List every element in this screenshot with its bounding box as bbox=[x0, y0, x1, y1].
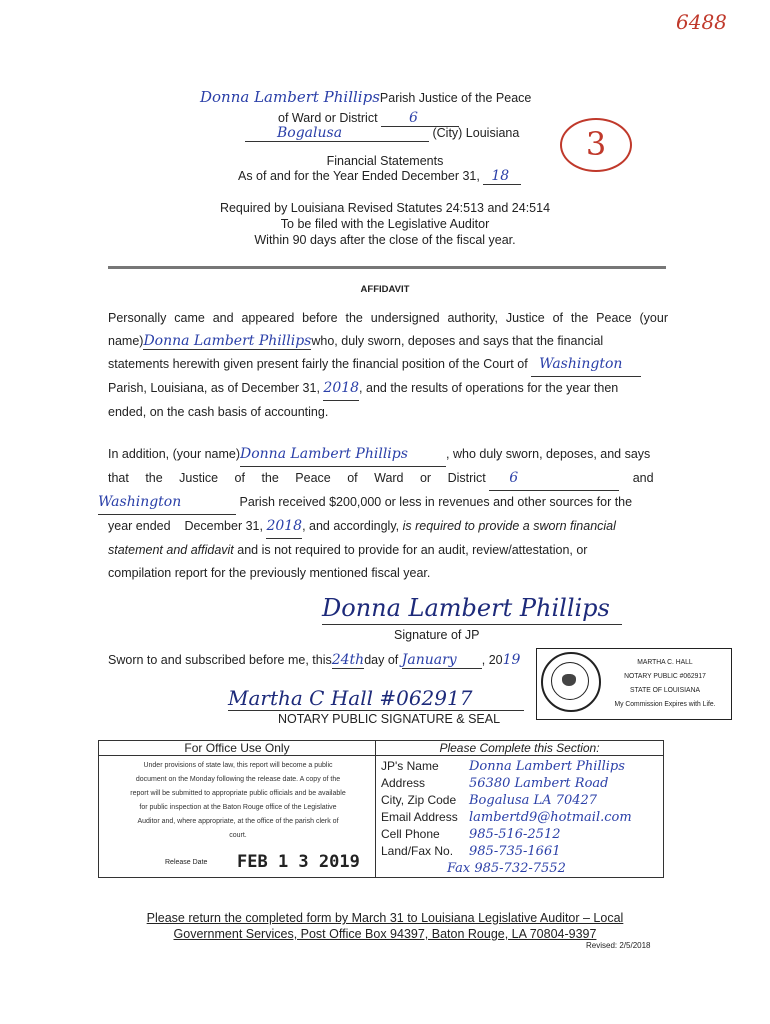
fs-title: Financial Statements bbox=[326, 154, 444, 168]
row-address: Address 56380 Lambert Road bbox=[381, 776, 609, 791]
complete-section-header: Please Complete this Section: bbox=[439, 741, 600, 755]
p1-year-handwritten: 2018 bbox=[323, 380, 360, 396]
affidavit-paragraph-1: Personally came and appeared before the undersigned authority, Justice of the Peace (your name)Donna Lambert Phillipswho, duly sworn, deposes and says that the financial statements herewith given present fairly the financial position of the Court of Washington Parish, Louisiana, as of December 31, 2018, and the results of operations for the year then ended, on the cash basis of accounting. bbox=[108, 311, 668, 419]
parish-jp-label: Parish Justice of the Peace bbox=[379, 91, 532, 105]
sworn-month-handwritten: January bbox=[401, 652, 457, 668]
p1-name-handwritten: Donna Lambert Phillips bbox=[143, 333, 312, 349]
sworn-year-handwritten: 19 bbox=[502, 652, 521, 668]
divider bbox=[108, 266, 666, 269]
city-line: Bogalusa (City) Louisiana bbox=[245, 125, 519, 142]
jp-name-handwritten: Donna Lambert Phillips bbox=[200, 88, 380, 106]
office-use-header: For Office Use Only bbox=[184, 741, 290, 755]
release-date-stamp: FEB 1 3 2019 bbox=[237, 852, 360, 872]
p1-parish-handwritten: Washington bbox=[539, 356, 623, 372]
signature-label: Signature of JP bbox=[394, 628, 480, 642]
notary-seal-icon bbox=[541, 652, 601, 712]
table-header-line bbox=[99, 755, 663, 756]
row-land-fax: Land/Fax No. 985-735-1661 bbox=[381, 844, 561, 859]
affidavit-paragraph-2: In addition, (your name)Donna Lambert Phillips , who duly sworn, deposes, and says that the Justice of the Peace of Ward or District 6 and Washington Parish received $200,000 or less in revenues and other sources for the year ended December 31, 2018, and accordingly, is required to provide a sworn financial statement and affidavit and is not required to provide for an audit, review/attestation, or compilation report for the previously mentioned fiscal year. bbox=[108, 443, 668, 585]
row-cell-phone: Cell Phone 985-516-2512 bbox=[381, 827, 561, 842]
release-date-label: Release Date bbox=[165, 859, 208, 866]
table-divider bbox=[375, 741, 376, 877]
circled-number-mark: 3 bbox=[560, 118, 632, 172]
row-email: Email Address lambertd9@hotmail.com bbox=[381, 810, 632, 825]
return-instructions: Please return the completed form by March 31 to Louisiana Legislative Auditor – Local Government Services, Post Office Box 94397, Baton Rouge, LA 70804-9397 bbox=[146, 911, 624, 941]
notary-label: NOTARY PUBLIC SIGNATURE & SEAL bbox=[278, 712, 501, 726]
sworn-day-handwritten: 24th bbox=[331, 652, 365, 668]
sworn-line: Sworn to and subscribed before me, this24thday of January , 2019 bbox=[108, 652, 521, 668]
jp-signature: Donna Lambert Phillips bbox=[322, 594, 622, 625]
row-city-zip: City, Zip Code Bogalusa LA 70427 bbox=[381, 793, 598, 808]
office-complete-table bbox=[98, 740, 664, 878]
row-jp-name: JP's Name Donna Lambert Phillips bbox=[381, 759, 625, 774]
notary-signature: Martha C Hall #062917 bbox=[228, 686, 524, 711]
p2-ward-handwritten: 6 bbox=[509, 470, 519, 486]
row-fax-extra: Fax 985-732-7552 bbox=[447, 861, 566, 876]
year-handwritten: 18 bbox=[491, 168, 510, 184]
p2-parish-handwritten: Washington bbox=[98, 494, 182, 510]
notary-stamp: MARTHA C. HALL NOTARY PUBLIC #062917 STATE OF LOUISIANA My Commission Expires with Life. bbox=[536, 648, 732, 720]
city-handwritten: Bogalusa bbox=[277, 125, 343, 141]
year-line: As of and for the Year Ended December 31, 18 bbox=[238, 168, 521, 185]
contact-rows bbox=[381, 758, 661, 877]
affidavit-title: AFFIDAVIT bbox=[360, 284, 410, 295]
ward-line: of Ward or District 6 bbox=[278, 110, 459, 127]
revised-date: Revised: 2/5/2018 bbox=[586, 941, 651, 950]
header-jp-line bbox=[200, 88, 531, 106]
file-number-mark: 6488 bbox=[676, 10, 727, 34]
office-use-text: Under provisions of state law, this report will become a public document on the Monday following the release date. A copy of the report will be submitted to appropriate public officials and be available for public inspection at the Baton Rouge office of the Legislative Auditor and, where appropriate, at the office of the parish clerk of court. bbox=[130, 762, 346, 839]
p2-year-handwritten: 2018 bbox=[266, 518, 303, 534]
ward-handwritten: 6 bbox=[409, 110, 418, 126]
p2-name-handwritten: Donna Lambert Phillips bbox=[240, 446, 408, 462]
statute-block: Required by Louisiana Revised Statutes 24:513 and 24:514 To be filed with the Legislative Auditor Within 90 days after the close of the fiscal year. bbox=[219, 201, 551, 247]
